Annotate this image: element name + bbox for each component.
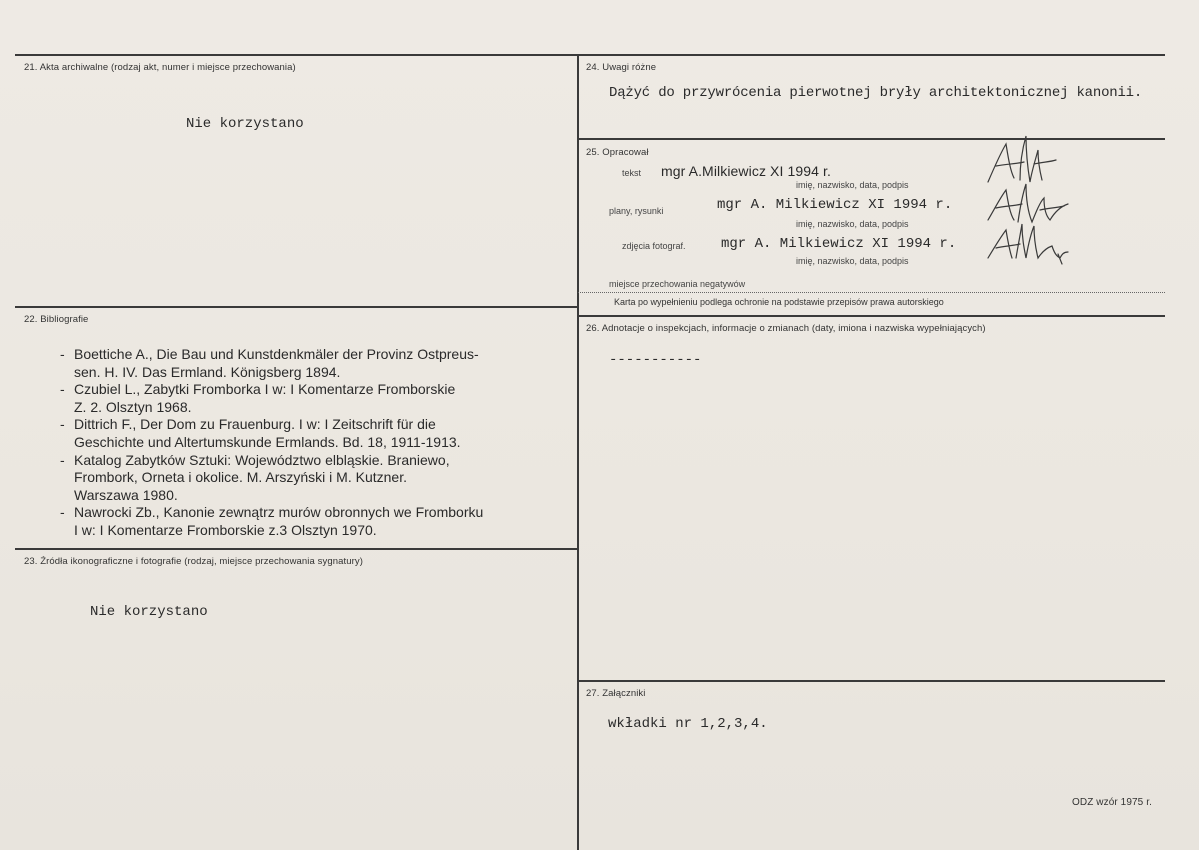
bibliography-line: - Czubiel L., Zabytki Fromborka I w: I Komentarze Fromborskie — [74, 381, 456, 398]
bibliography-item — [60, 452, 580, 505]
bibliography-line: - Dittrich F., Der Dom zu Frauenburg. I w: I Zeitschrift für die — [74, 416, 436, 433]
bibliography-line: sen. H. IV. Das Ermland. Königsberg 1894. — [74, 363, 341, 380]
bibliography-line: I w: I Komentarze Fromborskie z.3 Olsztyn 1970. — [74, 521, 377, 538]
rule-26-27 — [578, 680, 1165, 682]
negatives-label: miejsce przechowania negatywów — [609, 279, 746, 289]
rule-24-25 — [578, 138, 1165, 140]
bibliography-line: Z. 2. Olsztyn 1968. — [74, 398, 192, 415]
bibliography-item — [60, 346, 580, 381]
row-caption-photos: imię, nazwisko, data, podpis — [796, 256, 909, 266]
row-label-text: tekst — [622, 168, 642, 178]
bibliography-line: Frombork, Orneta i okolice. M. Arszyński i M. Kutzner. — [74, 469, 407, 486]
bibliography-item — [60, 381, 580, 416]
bibliography-item — [60, 416, 580, 451]
row-value-text: mgr A.Milkiewicz XI 1994 r. — [661, 163, 831, 179]
section-26-value: ----------- — [609, 352, 702, 368]
rule-21-22 — [15, 306, 577, 308]
bibliography-line: Geschichte und Altertumskunde Ermlands. Bd. 18, 1911-1913. — [74, 433, 461, 450]
section-21-label: 21. Akta archiwalne (rodzaj akt, numer i miejsce przechowania) — [24, 62, 296, 73]
row-label-plans: plany, rysunki — [609, 206, 664, 216]
bibliography-line: - Boettiche A., Die Bau und Kunstdenkmäler der Provinz Ostpreus- — [74, 346, 479, 362]
section-26-label: 26. Adnotacje o inspekcjach, informacje o zmianach (daty, imiona i nazwiska wypełniających) — [586, 323, 986, 334]
row-caption-plans: imię, nazwisko, data, podpis — [796, 219, 909, 229]
copyright-note: Karta po wypełnieniu podlega ochronie na podstawie przepisów prawa autorskiego — [614, 297, 944, 307]
top-rule — [15, 54, 1165, 56]
row-value-plans: mgr A. Milkiewicz XI 1994 r. — [717, 197, 953, 213]
section-24-label: 24. Uwagi różne — [586, 62, 657, 73]
bibliography-line: Warszawa 1980. — [74, 486, 178, 503]
row-value-photos: mgr A. Milkiewicz XI 1994 r. — [721, 236, 957, 252]
rule-25-26 — [578, 315, 1165, 317]
rule-negatives — [578, 292, 1165, 293]
section-21-value: Nie korzystano — [186, 116, 304, 132]
section-22-label: 22. Bibliografie — [24, 314, 89, 325]
bibliography-line: - Nawrocki Zb., Kanonie zewnątrz murów obronnych we Fromborku — [74, 504, 484, 521]
rule-22-23 — [15, 548, 577, 550]
form-model-footer: ODZ wzór 1975 r. — [1072, 797, 1152, 808]
section-27-label: 27. Załączniki — [586, 688, 646, 699]
bibliography-list — [60, 346, 580, 540]
row-label-photos: zdjęcia fotograf. — [622, 241, 686, 251]
section-23-value: Nie korzystano — [90, 604, 208, 620]
bibliography-item — [60, 504, 580, 539]
section-23-label: 23. Źródła ikonograficzne i fotografie (rodzaj, miejsce przechowania sygnatury) — [24, 556, 363, 567]
section-24-value: Dążyć do przywrócenia pierwotnej bryły architektonicznej kanonii. — [609, 85, 1143, 101]
section-27-value: wkładki nr 1,2,3,4. — [608, 716, 768, 732]
signature-3 — [982, 218, 1072, 268]
bibliography-line: - Katalog Zabytków Sztuki: Województwo elbląskie. Braniewo, — [74, 451, 450, 468]
section-25-label: 25. Opracował — [586, 147, 649, 158]
row-caption-text: imię, nazwisko, data, podpis — [796, 180, 909, 190]
